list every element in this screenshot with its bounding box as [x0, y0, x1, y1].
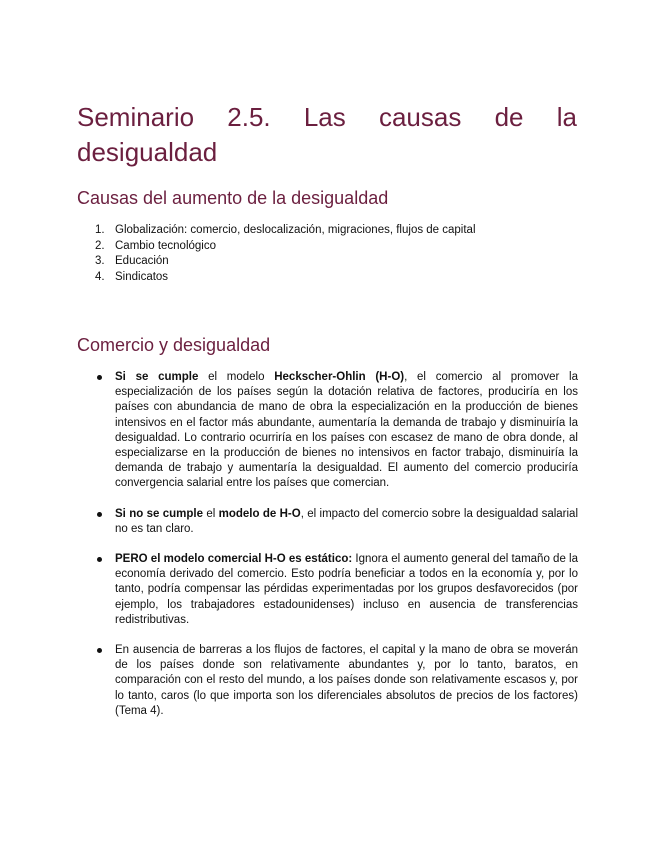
bullet-list	[115, 370, 578, 719]
list-item: Educación	[115, 255, 169, 267]
bold-lead: Si se cumple	[115, 371, 199, 383]
list-item: Cambio tecnológico	[115, 239, 217, 252]
page-title	[77, 100, 577, 170]
section-heading-comercio: Comercio y desigualdad	[77, 335, 271, 355]
section-heading-causas: Causas del aumento de la desigualdad	[77, 188, 389, 208]
bold-model: modelo de H-O	[218, 507, 301, 520]
title-word: la	[556, 102, 577, 132]
title-word: de	[494, 102, 524, 132]
bullet-item-4: En ausencia de barreras a los flujos de factores, el capital y la mano de obra se moverán de los países donde son relativamente abundantes y, por lo tanto, baratos, en comparación con el resto del mundo, a los países donde son relativamente escasos y, por lo tanto, caros (lo que importa son los diferenciales absolutos de precios de los factores) (Tema 4).	[115, 643, 578, 719]
title-word: 2.5.	[227, 102, 271, 132]
title-line-1	[77, 100, 577, 135]
list-item: Globalización: comercio, deslocalización, migraciones, flujos de capital	[115, 224, 476, 236]
text-span: , el impacto del comercio sobre la desigualdad salarial no es tan claro.	[115, 507, 578, 535]
title-word: causas	[378, 102, 462, 132]
text-span: el	[202, 507, 219, 520]
bullet-item-3	[115, 552, 578, 628]
list-item: Sindicatos	[115, 270, 169, 283]
causes-list	[95, 223, 476, 285]
text-span: , el comercio al promover la especialización de los países según la dotación relativa de factores, produciría en los países con abundancia de mano de obra la especialización en la producción de bienes intensivos en el factor más abundante, aumentaría la demanda de trabajo y disminuiría la desigualdad. Lo contrario ocurriría en los países con escasez de mano de obra donde, al especializarse en la producción de bienes no intensivos en factor trabajo, disminuiría la demanda de trabajo y aumentaría la desigualdad. El aumento del comercio produciría convergencia salarial entre los países que comercian.	[115, 371, 578, 490]
bullet-item-2	[115, 507, 578, 537]
title-word: Las	[303, 102, 346, 132]
bold-lead: PERO el modelo comercial H-O es estático:	[115, 553, 353, 566]
text-span: Ignora el aumento general del tamaño de la economía derivado del comercio. Esto podría beneficiar a todos en la economía y, por lo tanto, podría compensar las pérdidas experimentadas por los grupos desfavorecidos (por ejemplo, los trabajadores estadounidenses) incluso en ausencia de transferencias redistributivas.	[115, 553, 579, 626]
title-line-2: desigualdad	[77, 137, 218, 167]
bullet-item-1	[115, 370, 578, 492]
text-span: el modelo	[198, 371, 275, 383]
title-word: Seminario	[77, 102, 195, 132]
bold-model: Heckscher-Ohlin (H-O)	[274, 371, 405, 383]
bold-lead: Si no se cumple	[115, 507, 203, 520]
